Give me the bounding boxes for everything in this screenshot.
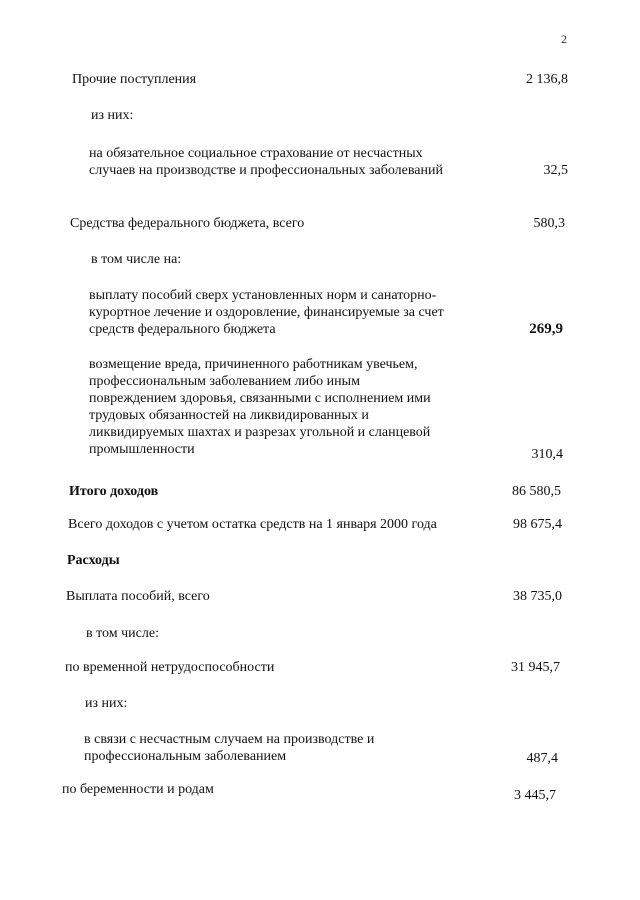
row-damage-compensation [89,356,563,462]
row-label: из них: [85,696,128,711]
row-label: Средства федерального бюджета, всего [70,216,305,231]
row-value: 487,4 [526,751,558,766]
row-subheading-including [91,251,291,268]
row-value: 310,4 [531,447,563,462]
row-label: возмещение вреда, причиненного работникам увечьем, профессиональным заболеванием либо иным повреждением здоровья, связанными с исполнением ими трудовых обязанностей на ликвидированных и ликвидируемых шахтах и разрезах угольной и сланцевой промышленности [89,357,431,457]
row-value: 31 945,7 [511,660,560,675]
row-label: в том числе: [86,626,159,641]
row-maternity [62,781,556,803]
row-value: 98 675,4 [513,517,562,532]
section-heading: Расходы [67,553,120,568]
row-subheading-including-2 [86,625,286,642]
row-mandatory-insurance [89,145,568,179]
row-label: по беременности и родам [62,782,214,797]
row-excess-benefits [89,287,563,338]
row-label: по временной нетрудоспособности [65,660,275,675]
row-value: 3 445,7 [514,788,556,803]
row-benefit-payments [66,588,562,605]
row-label: Всего доходов с учетом остатка средств на 1 января 2000 года [68,517,437,532]
row-value: 269,9 [529,321,563,337]
row-label: на обязательное социальное страхование от несчастных случаев на производстве и профессиональных заболеваний [89,146,443,178]
row-value: 38 735,0 [513,589,562,604]
row-value: 2 136,8 [526,72,568,87]
row-federal-budget [70,215,565,232]
row-total-income [69,483,561,500]
row-value: 86 580,5 [512,484,561,499]
row-temporary-disability [65,659,560,676]
row-label: выплату пособий сверх установленных норм и санаторно- курортное лечение и оздоровление, финансируемые за счет средств федерального бюджета [89,288,444,337]
row-subheading-of-them [91,107,291,124]
row-value: 580,3 [533,216,565,231]
row-other-income [72,71,568,88]
row-label: в связи с несчастным случаем на производстве и профессиональным заболеванием [84,732,375,764]
section-heading-expenses [67,552,267,569]
page-number: 2 [561,32,567,46]
row-label: в том числе на: [91,252,182,267]
row-label: Прочие поступления [72,72,197,87]
row-label: Выплата пособий, всего [66,589,210,604]
row-total-income-with-balance [68,516,562,533]
row-label: из них: [91,108,134,123]
row-subheading-of-them-2 [85,695,285,712]
row-value: 32,5 [543,163,568,178]
row-accident-related [84,731,558,765]
row-label: Итого доходов [69,484,159,499]
